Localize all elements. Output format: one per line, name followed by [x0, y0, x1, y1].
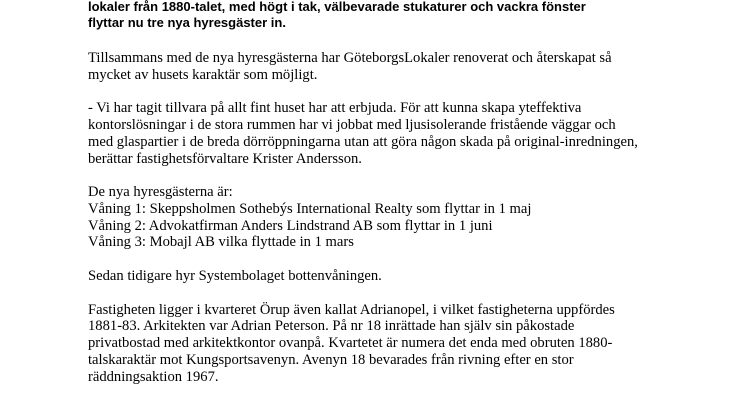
- tenant-line: Våning 1: Skeppsholmen Sothebýs International Realty som flyttar in 1 maj: [88, 200, 532, 217]
- text-line: - Vi har tagit tillvara på allt fint huset har att erbjuda. För att kunna skapa yteffektiva: [88, 100, 582, 117]
- tenant-line: Våning 3: Mobajl AB vilka flyttade in 1 mars: [88, 234, 354, 251]
- text-line: Sedan tidigare hyr Systembolaget bottenvåningen.: [88, 268, 382, 285]
- paragraph-history: [88, 302, 738, 386]
- text-line: berättar fastighetsförvaltare Krister Andersson.: [88, 150, 362, 167]
- text-line: Tillsammans med de nya hyresgästerna har GöteborgsLokaler renoverat och återskapat så: [88, 50, 612, 66]
- document-page: [88, 0, 738, 385]
- tenant-line: Våning 2: Advokatfirman Anders Lindstrand AB som flyttar in 1 juni: [88, 217, 493, 234]
- text-line: talskaraktär mot Kungsportsavenyn. Avenyn 18 bevarades från rivning efter en stor: [88, 351, 574, 368]
- paragraph-tenants: [88, 184, 738, 251]
- lead-paragraph: [88, 0, 738, 31]
- text-line: privatbostad med arkitektkontor ovanpå. Kvartetet är numera det enda med obruten 1880-: [88, 335, 613, 352]
- lead-line: flyttar nu tre nya hyresgäster in.: [88, 15, 286, 30]
- text-line: Fastigheten ligger i kvarteret Örup även kallat Adrianopel, i vilket fastigheterna uppfördes: [88, 301, 615, 318]
- lead-line: lokaler från 1880-talet, med högt i tak, välbevarade stukaturer och vackra fönster: [88, 0, 586, 14]
- text-line: kontorslösningar i de stora rummen har vi jobbat med ljusisolerande fristående väggar och: [88, 117, 616, 134]
- text-line: De nya hyresgästerna är:: [88, 184, 233, 201]
- text-line: med glaspartier i de breda dörröppningarna utan att göra någon skada på original-inredningen,: [88, 133, 638, 150]
- paragraph-systembolaget: [88, 268, 738, 285]
- text-line: räddningsaktion 1967.: [88, 368, 219, 385]
- text-line: 1881-83. Arkitekten var Adrian Peterson. På nr 18 inrättade han själv sin påkostade: [88, 318, 575, 335]
- paragraph-quote: [88, 100, 738, 167]
- paragraph-renovation: [88, 50, 738, 83]
- text-line: mycket av husets karaktär som möjligt.: [88, 66, 318, 83]
